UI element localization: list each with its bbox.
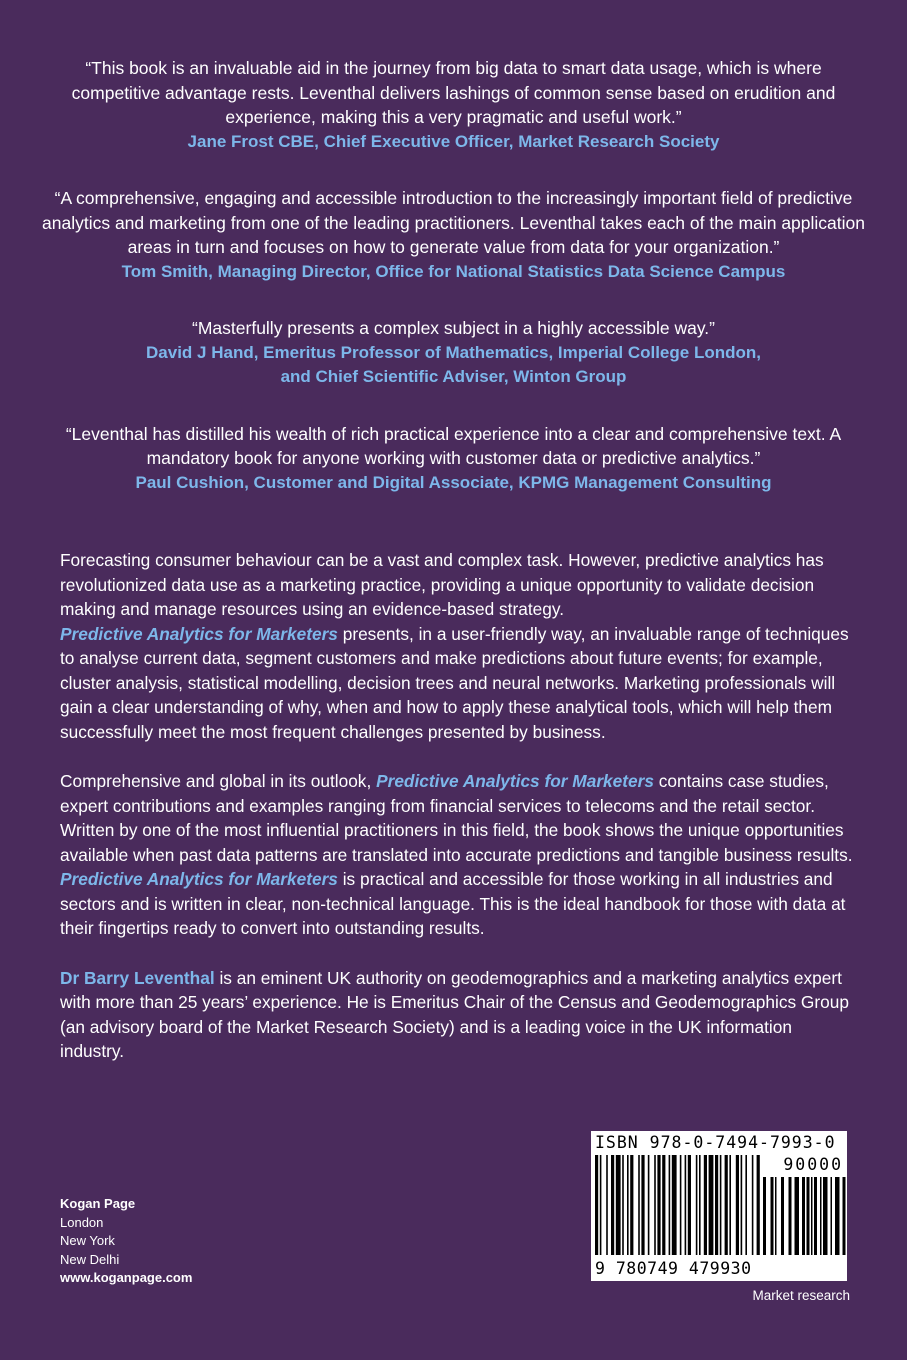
endorsement — [40, 56, 867, 154]
barcode-bar — [654, 1155, 656, 1255]
text-span: presents, in a user-friendly way, an invaluable range of techniques to analyse current data, segment customers and make predictions about future events; for example, cluster analysis, statistical modelling, decision trees and neural networks. Marketing professionals will gain a clear understanding of why, when and how to apply these analytical tools, which will help them successfully meet the most frequent challenges presented by business. — [60, 623, 849, 742]
barcode-bar — [715, 1155, 718, 1255]
barcode-bar — [775, 1177, 777, 1255]
barcode-bar — [795, 1177, 800, 1255]
quote-text: “A comprehensive, engaging and accessible introduction to the increasingly important field of predictive analytics and marketing from one of the leading practitioners. Leventhal takes each of the main application areas in turn and focuses on how to generate value from data for your organization.” — [42, 188, 865, 257]
isbn-number: ISBN 978-0-7494-7993-0 — [595, 1133, 836, 1152]
barcode-bar — [696, 1155, 698, 1255]
book-title: Predictive Analytics for Marketers — [60, 623, 338, 644]
barcode-bar — [669, 1155, 671, 1255]
barcode-bar — [725, 1155, 728, 1255]
price-code: 90000 — [783, 1155, 843, 1174]
book-title: Predictive Analytics for Marketers — [60, 869, 338, 889]
barcode-bar — [789, 1177, 792, 1255]
barcode-bar — [729, 1155, 731, 1255]
text-span: contains case studies, expert contributions and examples ranging from financial services to telecoms and the retail sector. Written by one of the most influential practitioners in this field, the book shows the unique opportunities available when past data patterns are translated into accurate predictions and tangible business results. — [60, 771, 853, 865]
barcode-bar — [641, 1155, 644, 1255]
publisher-city: New York — [60, 1233, 115, 1248]
barcode-bar — [781, 1177, 784, 1255]
barcode-bar — [680, 1155, 682, 1255]
barcode-bar — [820, 1177, 822, 1255]
barcode-bar — [638, 1155, 640, 1255]
publisher-city: New Delhi — [60, 1251, 120, 1267]
barcode-bar — [662, 1155, 665, 1255]
category-label: Market research — [752, 1288, 850, 1303]
endorsement — [40, 316, 867, 390]
ean-number: 9 780749 479930 — [595, 1259, 752, 1278]
isbn-barcode — [591, 1131, 847, 1281]
barcode-bar — [704, 1155, 707, 1255]
quote-author: Jane Frost CBE, Chief Executive Officer, Market Research Society — [187, 131, 720, 151]
quote-text: “Leventhal has distilled his wealth of rich practical experience into a clear and comprehensive text. A mandatory book for anyone working with customer data or predictive analytics.” — [65, 423, 842, 468]
barcode-bar — [672, 1155, 677, 1255]
publisher-city: London — [60, 1214, 104, 1230]
book-title: Predictive Analytics for Marketers — [376, 771, 654, 791]
barcode-bar — [741, 1155, 743, 1255]
publisher-info — [60, 1195, 192, 1288]
barcode-bar — [709, 1155, 714, 1255]
barcode-bar — [745, 1155, 747, 1255]
barcode-bar — [752, 1155, 754, 1255]
barcode-bar — [657, 1155, 660, 1255]
author-bio — [60, 966, 860, 1064]
quote-author: and Chief Scientific Adviser, Winton Group — [280, 367, 627, 386]
barcode-bar — [688, 1155, 691, 1255]
description-paragraph — [60, 548, 860, 744]
barcode-bar — [611, 1155, 614, 1255]
barcode-bar — [757, 1155, 760, 1255]
barcode-bar — [699, 1155, 701, 1255]
barcode-bar — [627, 1155, 629, 1255]
endorsements — [40, 56, 867, 527]
barcode-bar — [843, 1177, 846, 1255]
barcode-bar — [648, 1155, 650, 1255]
barcode-bar — [616, 1155, 621, 1255]
barcode-bar — [802, 1177, 805, 1255]
barcode-bar — [600, 1155, 602, 1255]
barcode-bar — [831, 1177, 833, 1255]
barcode-bar — [720, 1155, 722, 1255]
endorsement — [40, 422, 867, 496]
book-description — [60, 548, 860, 1089]
barcode-bar — [736, 1155, 739, 1255]
barcode-bar — [814, 1177, 817, 1255]
text-span: is an eminent UK authority on geodemographics and a marketing analytics expert with more than 25 years’ experience. He is Emeritus Chair of the Census and Geodemographics Group (an advisory board of the Market Research Society) and is a leading voice in the UK information industry. — [60, 967, 849, 1061]
description-paragraph — [60, 769, 860, 941]
barcode-bar — [807, 1177, 810, 1255]
barcode-bar — [835, 1177, 840, 1255]
barcode-bar — [685, 1155, 687, 1255]
publisher-website: www.koganpage.com — [60, 1270, 193, 1285]
barcode-bar — [595, 1155, 598, 1255]
publisher-name: Kogan Page — [60, 1196, 136, 1211]
quote-text: “This book is an invaluable aid in the journey from big data to smart data usage, which is where competitive advantage rests. Leventhal delivers lashings of common sense based on erudition and experience, making this a very pragmatic and useful work.” — [71, 58, 836, 127]
barcode-bar — [630, 1155, 633, 1255]
text-span: Comprehensive and global in its outlook, — [60, 771, 377, 791]
barcode-bar — [823, 1177, 828, 1255]
barcode-bar — [622, 1155, 624, 1255]
quote-author: David J Hand, Emeritus Professor of Mathematics, Imperial College London, — [146, 342, 761, 362]
barcode-bar — [606, 1155, 608, 1255]
author-name: Dr Barry Leventhal — [60, 967, 215, 988]
endorsement — [40, 186, 867, 284]
barcode-bar — [763, 1177, 766, 1255]
text-span: is practical and accessible for those working in all industries and sectors and is written in clear, non-technical language. This is the ideal handbook for those with data at their fingertips ready to convert into outstanding results. — [60, 869, 846, 938]
barcode-bar — [771, 1177, 774, 1255]
text-span: Forecasting consumer behaviour can be a vast and complex task. However, predictive analytics has revolutionized data use as a marketing practice, providing a unique opportunity to validate decision making and manage resources using an evidence-based strategy. — [60, 550, 824, 619]
barcode-bar — [811, 1177, 813, 1255]
quote-author: Paul Cushion, Customer and Digital Associate, KPMG Management Consulting — [135, 472, 772, 492]
quote-text: “Masterfully presents a complex subject in a highly accessible way.” — [192, 318, 715, 338]
quote-author: Tom Smith, Managing Director, Office for National Statistics Data Science Campus — [121, 261, 786, 281]
